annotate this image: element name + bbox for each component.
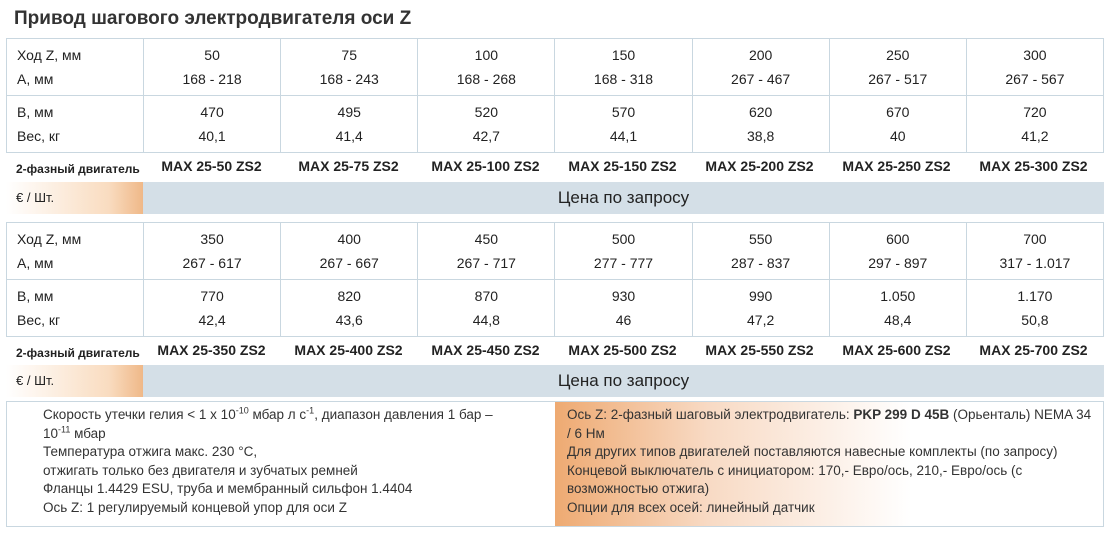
model-name: MAX 25-450 ZS2 [431,342,540,358]
model-name: MAX 25-75 ZS2 [298,158,399,174]
model-name: MAX 25-100 ZS2 [431,158,540,174]
options-note: Опции для всех осей: линейный датчик [567,499,815,515]
price-value: Цена по запросу [143,182,1104,214]
table-row-a [7,251,1104,280]
price-label: € / Шт. [6,182,143,214]
table-row-b [7,280,1104,309]
model-name: MAX 25-350 ZS2 [157,342,266,358]
row-label-weight: Вес, кг [7,308,144,337]
stroke-cell: 600 [829,223,966,252]
row-label-b: B, мм [7,96,144,125]
a-cell: 287 - 837 [692,251,829,280]
a-cell: 277 - 777 [555,251,692,280]
weight-cell: 40 [829,124,966,153]
stroke-cell: 250 [829,39,966,68]
weight-cell: 41,4 [281,124,418,153]
weight-cell: 38,8 [692,124,829,153]
stroke-cell: 550 [692,223,829,252]
weight-cell: 48,4 [829,308,966,337]
bakeout-temp-note: Температура отжига макс. 230 °C, [43,444,258,459]
stroke-cell: 700 [966,223,1103,252]
weight-cell: 47,2 [692,308,829,337]
model-name: MAX 25-500 ZS2 [568,342,677,358]
a-cell: 267 - 517 [829,67,966,96]
price-label: € / Шт. [6,365,143,397]
leak-rate-note-cont: $10^{-11}$ мбар [43,424,106,441]
leak-rate-note: Скорость утечки гелия < 1 x $10^{-10}$ мбар л $с^{-1}$, диапазон давления 1 бар – [43,405,493,422]
notes-left [43,406,543,517]
model-name: MAX 25-200 ZS2 [705,158,814,174]
model-name: MAX 25-550 ZS2 [705,342,814,358]
b-cell: 870 [418,280,555,309]
a-cell: 168 - 243 [281,67,418,96]
row-label-a: A, мм [7,251,144,280]
stroke-cell: 500 [555,223,692,252]
a-cell: 168 - 268 [418,67,555,96]
stroke-cell: 200 [692,39,829,68]
page-title: Привод шагового электродвигателя оси Z [14,8,412,29]
table-row-weight [7,308,1104,337]
b-cell: 570 [555,96,692,125]
spec-table-1 [6,38,1104,153]
stroke-cell: 450 [418,223,555,252]
row-label-stroke: Ход Z, мм [7,223,144,252]
weight-cell: 43,6 [281,308,418,337]
b-cell: 495 [281,96,418,125]
notes-right [555,402,1103,526]
stroke-cell: 50 [144,39,281,68]
weight-cell: 50,8 [966,308,1103,337]
limit-switch-note: Концевой выключатель с инициатором: 170,- Евро/ось, 210,- Евро/ось (с возможностью отжига) [567,462,1023,496]
stroke-cell: 300 [966,39,1103,68]
b-cell: 820 [281,280,418,309]
b-cell: 720 [966,96,1103,125]
table-row-b [7,96,1104,125]
stroke-cell: 150 [555,39,692,68]
row-label-b: B, мм [7,280,144,309]
weight-cell: 42,7 [418,124,555,153]
weight-cell: 41,2 [966,124,1103,153]
table-row-a [7,67,1104,96]
stroke-cell: 400 [281,223,418,252]
weight-cell: 42,4 [144,308,281,337]
model-name: MAX 25-700 ZS2 [979,342,1088,358]
bakeout-condition-note: отжигать только без двигателя и зубчатых ремней [43,462,358,478]
other-motors-note: Для других типов двигателей поставляются навесные комплекты (по запросу) [567,444,1058,459]
table-row-weight [7,124,1104,153]
models-row-2 [6,342,1104,364]
a-cell: 267 - 467 [692,67,829,96]
b-cell: 990 [692,280,829,309]
b-cell: 1.170 [966,280,1103,309]
a-cell: 317 - 1.017 [966,251,1103,280]
table-row-stroke [7,39,1104,68]
weight-cell: 44,1 [555,124,692,153]
stroke-cell: 100 [418,39,555,68]
stroke-cell: 75 [281,39,418,68]
model-name: MAX 25-250 ZS2 [842,158,951,174]
models-row-1 [6,158,1104,180]
b-cell: 670 [829,96,966,125]
notes-box [6,401,1104,527]
model-name: MAX 25-400 ZS2 [294,342,403,358]
a-cell: 297 - 897 [829,251,966,280]
weight-cell: 44,8 [418,308,555,337]
weight-cell: 40,1 [144,124,281,153]
motor-note: Ось Z: 2-фазный шаговый электродвигатель: PKP 299 D 45B (Орьенталь) NEMA 34 / 6 Нм [567,407,1092,441]
model-name: MAX 25-300 ZS2 [979,158,1088,174]
model-name: MAX 25-600 ZS2 [842,342,951,358]
a-cell: 267 - 667 [281,251,418,280]
b-cell: 520 [418,96,555,125]
price-row-2 [6,365,1104,397]
a-cell: 168 - 318 [555,67,692,96]
a-cell: 267 - 567 [966,67,1103,96]
materials-note: Фланцы 1.4429 ESU, труба и мембранный сильфон 1.4404 [43,481,413,496]
a-cell: 267 - 617 [144,251,281,280]
model-name: MAX 25-50 ZS2 [161,158,262,174]
b-cell: 930 [555,280,692,309]
spec-table-2 [6,222,1104,337]
price-value: Цена по запросу [143,365,1104,397]
a-cell: 267 - 717 [418,251,555,280]
motor-label: 2-фазный двигатель [16,346,140,360]
model-name: MAX 25-150 ZS2 [568,158,677,174]
b-cell: 470 [144,96,281,125]
motor-label: 2-фазный двигатель [16,162,140,176]
stroke-cell: 350 [144,223,281,252]
row-label-weight: Вес, кг [7,124,144,153]
row-label-stroke: Ход Z, мм [7,39,144,68]
table-row-stroke [7,223,1104,252]
b-cell: 620 [692,96,829,125]
row-label-a: A, мм [7,67,144,96]
end-stop-note: Ось Z: 1 регулируемый концевой упор для оси Z [43,499,347,515]
b-cell: 770 [144,280,281,309]
weight-cell: 46 [555,308,692,337]
b-cell: 1.050 [829,280,966,309]
a-cell: 168 - 218 [144,67,281,96]
price-row-1 [6,182,1104,214]
